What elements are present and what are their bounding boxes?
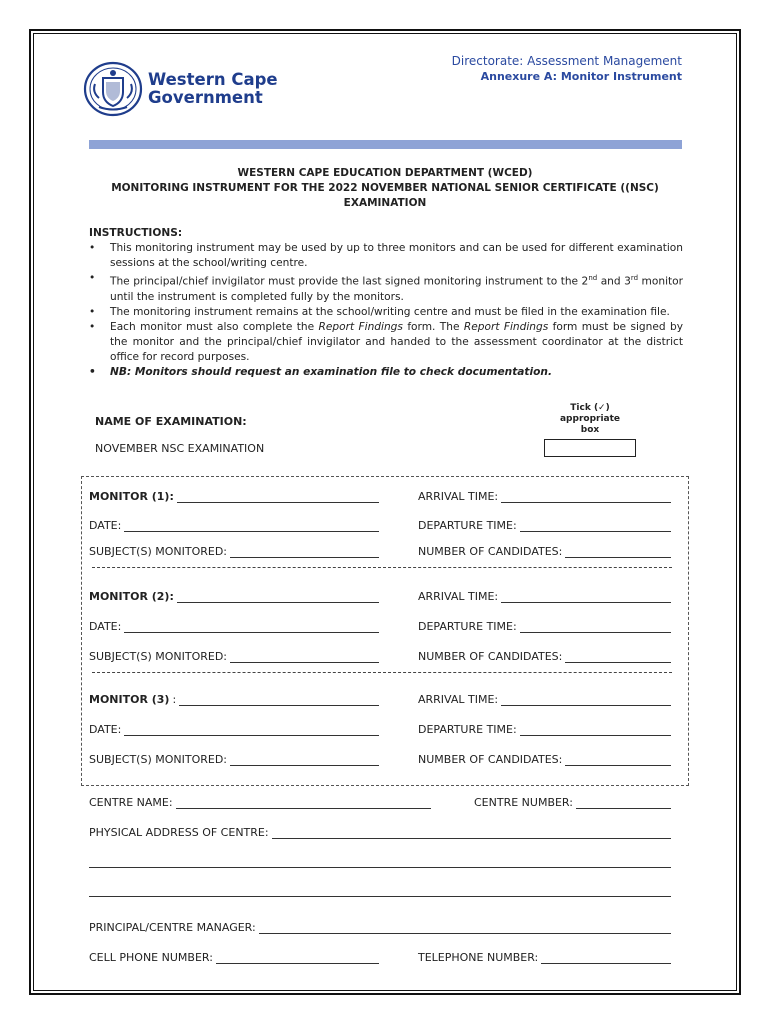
- departure-time-3-field[interactable]: [418, 723, 671, 736]
- address-line-2[interactable]: [89, 857, 671, 868]
- subjects-line[interactable]: [230, 652, 379, 663]
- instruction-text: and 3: [597, 275, 631, 288]
- arrival-time-label: ARRIVAL TIME:: [418, 490, 499, 503]
- arrival-time-label: ARRIVAL TIME:: [418, 693, 499, 706]
- date-line[interactable]: [124, 622, 379, 633]
- title-line-3: EXAMINATION: [343, 197, 427, 209]
- address-line-3[interactable]: [89, 886, 671, 897]
- date-label: DATE:: [89, 723, 122, 736]
- tick-label-line: Tick (✓): [570, 403, 610, 413]
- centre-number-label: CENTRE NUMBER:: [474, 796, 573, 809]
- monitor-1-label: MONITOR (1):: [89, 490, 174, 503]
- logo-text-line1: Western Cape: [148, 70, 278, 89]
- instruction-item: [89, 320, 683, 365]
- centre-name-label: CENTRE NAME:: [89, 796, 173, 809]
- principal-field[interactable]: [89, 921, 671, 934]
- document-title: [88, 166, 682, 211]
- date-label: DATE:: [89, 519, 122, 532]
- candidates-label: NUMBER OF CANDIDATES:: [418, 650, 563, 663]
- subjects-line[interactable]: [230, 755, 379, 766]
- departure-time-line[interactable]: [520, 521, 671, 532]
- candidates-line[interactable]: [565, 547, 671, 558]
- subjects-label: SUBJECT(S) MONITORED:: [89, 753, 228, 766]
- tick-label: [545, 403, 635, 436]
- physical-address-label: PHYSICAL ADDRESS OF CENTRE:: [89, 826, 269, 839]
- centre-number-line[interactable]: [576, 798, 671, 809]
- departure-time-line[interactable]: [520, 622, 671, 633]
- title-line-2: MONITORING INSTRUMENT FOR THE 2022 NOVEMBER NATIONAL SENIOR CERTIFICATE ((NSC): [111, 182, 659, 194]
- monitor-1-line[interactable]: [177, 492, 379, 503]
- departure-time-1-field[interactable]: [418, 519, 671, 532]
- exam-name-label: NAME OF EXAMINATION:: [95, 415, 247, 428]
- subjects-2-field[interactable]: [89, 650, 379, 663]
- physical-address-field[interactable]: [89, 826, 671, 839]
- candidates-line[interactable]: [565, 755, 671, 766]
- candidates-3-field[interactable]: [418, 753, 671, 766]
- monitor-3-field[interactable]: [89, 693, 379, 706]
- date-1-field[interactable]: [89, 519, 379, 532]
- monitor-2-label: MONITOR (2):: [89, 590, 174, 603]
- instruction-text: form. The: [402, 320, 464, 333]
- instruction-text: form must be signed by the monitor and the principal/chief invigilator and handed to the assessment coordinator at the district office for record purposes.: [110, 320, 684, 363]
- subjects-label: SUBJECT(S) MONITORED:: [89, 650, 228, 663]
- arrival-time-1-field[interactable]: [418, 490, 671, 503]
- subjects-line[interactable]: [230, 547, 379, 558]
- arrival-time-2-field[interactable]: [418, 590, 671, 603]
- address-line[interactable]: [89, 886, 671, 897]
- logo-text-line2: Government: [148, 88, 263, 107]
- candidates-line[interactable]: [565, 652, 671, 663]
- instruction-emphasis: Report Findings: [463, 320, 549, 333]
- physical-address-line[interactable]: [272, 828, 671, 839]
- instruction-text: Each monitor must also complete the: [110, 320, 319, 333]
- subjects-1-field[interactable]: [89, 545, 379, 558]
- departure-time-label: DEPARTURE TIME:: [418, 620, 517, 633]
- telephone-label: TELEPHONE NUMBER:: [418, 951, 539, 964]
- monitor-divider: [92, 672, 672, 673]
- header-divider-bar: [89, 140, 682, 149]
- centre-name-field[interactable]: [89, 796, 431, 809]
- address-line[interactable]: [89, 857, 671, 868]
- instructions-heading: INSTRUCTIONS:: [89, 227, 183, 239]
- date-line[interactable]: [124, 725, 379, 736]
- instruction-item: • The monitoring instrument remains at the school/writing centre and must be filed in the examination file.: [89, 305, 683, 320]
- header-right: [452, 54, 682, 83]
- candidates-1-field[interactable]: [418, 545, 671, 558]
- cell-phone-label: CELL PHONE NUMBER:: [89, 951, 213, 964]
- date-2-field[interactable]: [89, 620, 379, 633]
- date-line[interactable]: [124, 521, 379, 532]
- centre-number-field[interactable]: [474, 796, 671, 809]
- wcg-logo: [82, 60, 278, 118]
- monitor-3-colon: :: [172, 693, 177, 706]
- monitor-2-line[interactable]: [177, 592, 379, 603]
- candidates-label: NUMBER OF CANDIDATES:: [418, 545, 563, 558]
- subjects-3-field[interactable]: [89, 753, 379, 766]
- instructions-list: [89, 241, 683, 380]
- instruction-item: [89, 271, 683, 305]
- date-3-field[interactable]: [89, 723, 379, 736]
- tick-box[interactable]: [544, 439, 636, 457]
- instructions-section: [89, 226, 683, 380]
- superscript: nd: [588, 274, 598, 282]
- arrival-time-line[interactable]: [501, 492, 671, 503]
- tick-label-line: box: [580, 425, 600, 435]
- instruction-nb: • NB: Monitors should request an examination file to check documentation.: [89, 365, 683, 380]
- arrival-time-line[interactable]: [501, 695, 671, 706]
- exam-name-value: NOVEMBER NSC EXAMINATION: [95, 442, 265, 455]
- departure-time-label: DEPARTURE TIME:: [418, 519, 517, 532]
- arrival-time-3-field[interactable]: [418, 693, 671, 706]
- instruction-emphasis: Report Findings: [318, 320, 403, 333]
- annexure-text: Annexure A: Monitor Instrument: [480, 70, 682, 83]
- monitor-divider: [92, 567, 672, 568]
- arrival-time-line[interactable]: [501, 592, 671, 603]
- superscript: rd: [630, 274, 639, 282]
- monitor-2-field[interactable]: [89, 590, 379, 603]
- date-label: DATE:: [89, 620, 122, 633]
- instruction-text: monitor until the instrument is completed fully by the monitors.: [110, 275, 683, 303]
- departure-time-label: DEPARTURE TIME:: [418, 723, 517, 736]
- departure-time-2-field[interactable]: [418, 620, 671, 633]
- departure-time-line[interactable]: [520, 725, 671, 736]
- centre-name-line[interactable]: [176, 798, 431, 809]
- principal-label: PRINCIPAL/CENTRE MANAGER:: [89, 921, 256, 934]
- candidates-label: NUMBER OF CANDIDATES:: [418, 753, 563, 766]
- telephone-field[interactable]: [418, 951, 671, 964]
- directorate-text: Directorate: Assessment Management: [451, 54, 682, 68]
- subjects-label: SUBJECT(S) MONITORED:: [89, 545, 228, 558]
- cell-phone-field[interactable]: [89, 951, 379, 964]
- monitor-3-label: MONITOR (3): [89, 693, 170, 706]
- instruction-item: • This monitoring instrument may be used by up to three monitors and can be used for different examination sessions at the school/writing centre.: [89, 241, 683, 271]
- principal-line[interactable]: [259, 923, 671, 934]
- monitor-3-line[interactable]: [179, 695, 379, 706]
- title-line-1: WESTERN CAPE EDUCATION DEPARTMENT (WCED): [237, 167, 533, 179]
- instruction-text: The principal/chief invigilator must provide the last signed monitoring instrument to the 2: [110, 275, 589, 288]
- coat-of-arms-icon: [82, 60, 144, 118]
- tick-label-line: appropriate: [559, 414, 621, 424]
- arrival-time-label: ARRIVAL TIME:: [418, 590, 499, 603]
- monitor-1-field[interactable]: [89, 490, 379, 503]
- telephone-line[interactable]: [541, 953, 671, 964]
- candidates-2-field[interactable]: [418, 650, 671, 663]
- cell-phone-line[interactable]: [216, 953, 379, 964]
